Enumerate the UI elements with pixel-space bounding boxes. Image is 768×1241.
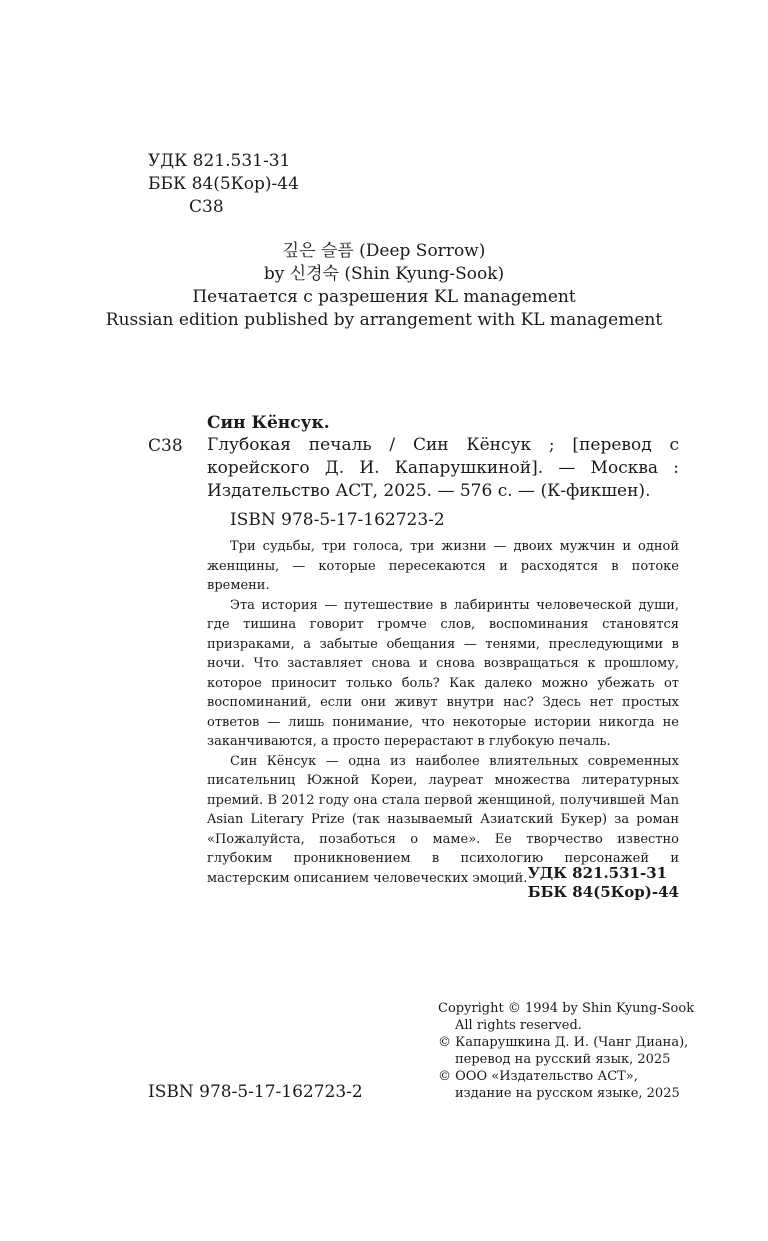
copyright-block (438, 1000, 738, 1102)
original-author: by 신경숙 (Shin Kyung-Sook) (263, 264, 505, 284)
original-edition-block (0, 240, 768, 332)
record-author-heading: Син Кёнсук. (207, 413, 330, 433)
copyright-line: издание на русском языке, 2025 (455, 1086, 680, 1101)
permission-ru: Печатается с разрешения KL management (192, 287, 576, 307)
bbk-label: ББК (148, 174, 187, 194)
record-isbn: ISBN 978-5-17-162723-2 (230, 510, 445, 530)
record-card-mark: С38 (148, 436, 183, 456)
udk-row (148, 150, 299, 173)
copyright-line: All rights reserved. (455, 1018, 582, 1033)
bbk-value: 84(5Кор)-44 (191, 174, 299, 194)
copyright-line: перевод на русский язык, 2025 (455, 1052, 671, 1067)
bibliographic-description (207, 434, 679, 503)
copyright-line: © Капарушкина Д. И. (Чанг Диана), (438, 1035, 689, 1050)
udk-label: УДК (148, 151, 188, 171)
author-mark: С38 (189, 197, 224, 217)
isbn-bottom: ISBN 978-5-17-162723-2 (148, 1082, 363, 1102)
annotation-paragraph: Эта история — путешествие в лабиринты человеческой души, где тишина говорит громче слов, воспоминания становятся призраками, а забытые обещания — тенями, преследующими в ночи. Что заставляет снова и снова возвращаться к прошлому, которое приносит только боль? Как далеко можно убежать от воспоминаний, если они живут внутри нас? Здесь нет простых ответов — лишь понимание, что некоторые истории никогда не заканчиваются, а просто перерастают в глубокую печаль. (207, 597, 679, 749)
classification-codes-bottom (528, 864, 679, 902)
annotation-paragraph: Три судьбы, три голоса, три жизни — двоих мужчин и одной женщины, — которые пересекаются и расходятся в потоке времени. (207, 539, 679, 593)
udk-code: УДК 821.531-31 (527, 864, 668, 882)
annotation (207, 537, 679, 888)
copyright-line: Copyright © 1994 by Shin Kyung-Sook (438, 1001, 695, 1016)
annotation-paragraph: Син Кёнсук — одна из наиболее влиятельных современных писательниц Южной Кореи, лауреат множества литературных премий. В 2012 году она стала первой женщиной, получившей Man Asian Literary Prize (так называемый Азиатский Букер) за роман «Пожалуйста, позаботься о маме». Ее творчество известно глубоким проникновением в психологию персонажей и мастерским описанием человеческих эмоций. (207, 753, 679, 886)
copyright-line: © ООО «Издательство АСТ», (438, 1069, 638, 1084)
original-title: 깊은 슬픔 (Deep Sorrow) (282, 241, 486, 261)
permission-en: Russian edition published by arrangement with KL management (105, 310, 663, 330)
bbk-code: ББК 84(5Кор)-44 (527, 883, 679, 901)
udk-value: 821.531-31 (192, 151, 291, 171)
bbk-row (148, 173, 299, 196)
description-text: Глубокая печаль / Син Кёнсук ; [перевод с корейского Д. И. Капарушкиной]. — Москва : Издательство АСТ, 2025. — 576 с. — (К-фикшен). (207, 435, 679, 501)
classification-block (148, 150, 299, 219)
